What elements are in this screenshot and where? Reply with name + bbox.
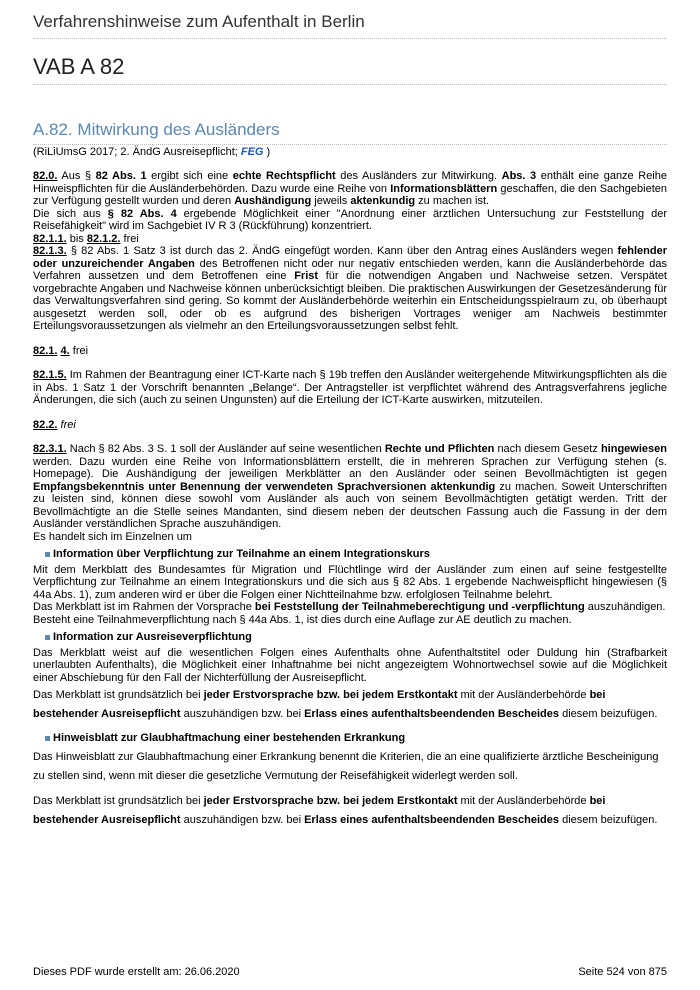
para-number: 82.1.1. <box>33 232 67 245</box>
feg-link[interactable]: FEG <box>240 146 264 158</box>
para-number: 82.1.2. <box>86 232 121 245</box>
para-number: 82.2. <box>33 418 58 431</box>
document-body <box>33 170 667 830</box>
paragraph-ausreiseverpflichtung: Das Merkblatt weist auf die wesentlichen Folgen eines Aufenthalts ohne Aufenthaltstitel oder Duldung hin (Strafbarkeit unerlaubten Aufenthalts), die Möglichkeit einer Inhaftnahme bei nicht angezeigtem Wohnortwechsel sowie auf die Möglichkeit einer Abschiebung für den Fall der Nichterfüllung der Ausreisepflicht. <box>33 646 667 684</box>
paragraph-glaubhaftmachung: Das Hinweisblatt zur Glaubhaftmachung einer Erkrankung benennt die Kriterien, die an eine qualifizierte ärztliche Bescheinigung zu stellen sind, wenn mit dieser die gesetzliche Vermutung der Reisefähigkeit widerlegt werden soll. <box>33 750 659 782</box>
section-title: A.82. Mitwirkung des Ausländers <box>33 120 667 145</box>
paragraph-integrationskurs-3: Besteht eine Teilnahmeverpflichtung nach § 44a Abs. 1, ist dies durch eine Auflage zur AE deutlich zu machen. <box>33 613 572 626</box>
para-number: 82.1.3. <box>33 245 67 257</box>
para-number: 82.1. <box>33 344 58 357</box>
bullet-icon <box>45 736 50 741</box>
paragraph-82-1-4: 82.1. 4. frei <box>33 344 89 357</box>
source-text: (RiLiUmsG 2017; 2. ÄndG Ausreisepflicht; <box>33 146 241 158</box>
source-close: ) <box>263 146 271 158</box>
section-source <box>33 146 270 158</box>
paragraph-82-3-1-line2: Es handelt sich im Einzelnen um <box>33 530 192 543</box>
page-footer <box>33 966 667 978</box>
paragraph-82-0: 82.0. Aus § 82 Abs. 1 ergibt sich eine echte Rechtspflicht des Ausländers zur Mitwirkung. Abs. 3 enthält eine ganze Reihe Hinweispflichten für die Ausländerbehörden. Dazu wurde eine Reihe von Informationsblättern geschaffen, die den Sachgebieten zur Verfügung gestellt wurden und deren Aushändigung jeweils aktenkundig zu machen ist. <box>33 170 667 207</box>
subheading-ausreiseverpflichtung: Information zur Ausreiseverpflichtung <box>45 631 667 644</box>
bullet-icon <box>45 552 50 557</box>
page-number: Seite 524 von 875 <box>578 966 667 978</box>
paragraph-82-0-line2: Die sich aus § 82 Abs. 4 ergebende Möglichkeit einer "Anordnung einer ärztlichen Untersuchung zur Feststellung der Reisefähigkeit" wird im Sachgebiet IV R 3 (Rückführung) konzentriert. <box>33 207 667 232</box>
subheading-glaubhaftmachung: Hinweisblatt zur Glaubhaftmachung einer bestehenden Erkrankung <box>45 732 667 745</box>
subheading-integrationskurs: Information über Verpflichtung zur Teilnahme an einem Integrationskurs <box>45 548 667 561</box>
bullet-icon <box>45 635 50 640</box>
document-header: Verfahrenshinweise zum Aufenthalt in Berlin <box>33 12 667 39</box>
paragraph-82-1-5: 82.1.5. Im Rahmen der Beantragung einer ICT-Karte nach § 19b treffen den Ausländer weitergehende Mitwirkungspflichten als die in Abs. 1 Satz 1 der Vorschrift benannten „Belange“. Der Antragsteller ist verpflichtet während des Antragsverfahrens jegliche Änderungen, die sich (auch zu seinen Ungunsten) auf die Erteilung der ICT-Karte auswirken, mitzuteilen. <box>33 369 667 406</box>
paragraph-integrationskurs-2: Das Merkblatt ist im Rahmen der Vorsprache bei Feststellung der Teilnahmeberechtigung und -verpflichtung auszuhändigen. <box>33 601 666 613</box>
paragraph-glaubhaft-merkblatt: Das Merkblatt ist grundsätzlich bei jeder Erstvorsprache bzw. bei jedem Erstkontakt mit der Ausländerbehörde bei bestehender Ausreisepflicht auszuhändigen bzw. bei Erlass eines aufenthaltsbeendenden Bescheides diesem beizufügen. <box>33 794 658 826</box>
paragraph-82-2: 82.2. frei <box>33 418 76 431</box>
paragraph-82-3-1: 82.3.1. Nach § 82 Abs. 3 S. 1 soll der Ausländer auf seine wesentlichen Rechte und Pflichten nach diesem Gesetz hingewiesen werden. Dazu wurden eine Reihe von Informationsblättern erstellt, die in mehreren Sprachen zur Verfügung stehen (s. Homepage). Die Aushändigung der jeweiligen Merkblätter an den Ausländer oder seinen Bevollmächtigten ist gegen Empfangsbekenntnis unter Benennung der verwendeten Sprachversionen aktenkundig zu machen. Soweit Unterschriften zu leisten sind, können diese sowohl vom Ausländer als auch von seinem Bevollmächtigten getätigt werden. Tritt der Bevollmächtigte an die Stelle seines Mandanten, sind diesem neben der deutschen Fassung auch die Fassung in der dem Ausländer verständlichen Sprache auszuhändigen. <box>33 443 667 530</box>
paragraph-82-1-1: 82.1.1. bis 82.1.2. frei <box>33 232 139 245</box>
para-number: 82.0. <box>33 170 58 182</box>
paragraph-integrationskurs: Mit dem Merkblatt des Bundesamtes für Migration und Flüchtlinge wird der Ausländer zum einen auf seine festgestellte Verpflichtung zur Teilnahme an einem Integrationskurs und die sich aus § 82 Abs. 1 ergebende Nachweispflicht hingewiesen (§ 44a Abs. 1), zum anderen wird er über die Folgen einer Nichtteilnahme bzw. erfolglosen Teilnahme belehrt. <box>33 563 667 601</box>
document-id: VAB A 82 <box>33 54 667 85</box>
para-number: 82.3.1. <box>33 443 67 455</box>
paragraph-82-1-3: 82.1.3. § 82 Abs. 1 Satz 3 ist durch das 2. ÄndG eingefügt worden. Kann über den Antrag eines Ausländers wegen fehlender oder unzureichender Angaben des Betroffenen nicht oder nur negativ entschieden werden, kann die Ausländerbehörde das Verfahren aussetzen und dem Betroffenen eine Frist für die notwendigen Angaben und Nachweise setzen. Verspätet vorgebrachte Angaben und Nachweise können unberücksichtigt bleiben. Die praktischen Auswirkungen der Gesetzesänderung für das Verwaltungsverfahren sind gering. So kommt der Ausländerbehörde weiterhin ein Entscheidungsspielraum zu, ob überhaupt ausgesetzt werden soll, oder ob es aufgrund des bisherigen Vortrages weniger am Nachweis bestimmter Erteilungsvoraussetzungen als vielmehr an den Erteilungsvoraussetzungen selbst fehlt. <box>33 245 667 332</box>
paragraph-ausreise-merkblatt: Das Merkblatt ist grundsätzlich bei jeder Erstvorsprache bzw. bei jedem Erstkontakt mit der Ausländerbehörde bei bestehender Ausreisepflicht auszuhändigen bzw. bei Erlass eines aufenthaltsbeendenden Bescheides diesem beizufügen. <box>33 689 658 720</box>
created-date: Dieses PDF wurde erstellt am: 26.06.2020 <box>33 966 240 978</box>
para-number: 4. <box>60 344 70 357</box>
para-number: 82.1.5. <box>33 369 67 381</box>
